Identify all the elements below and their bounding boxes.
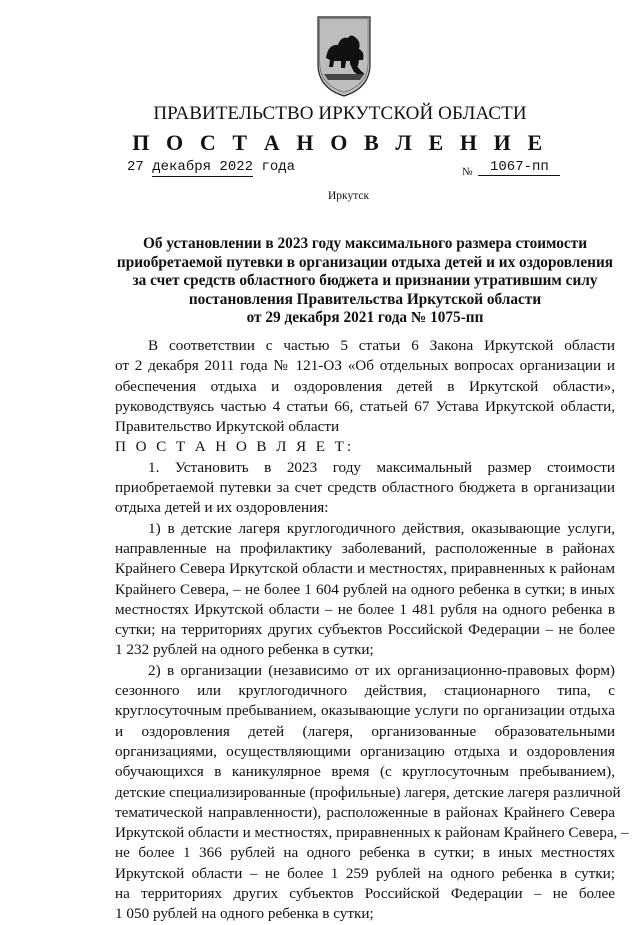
body-line: на территориях других субъектов Российской Федерации – не более — [115, 885, 615, 903]
resolves-heading: П О С Т А Н О В Л Я Е Т: — [115, 438, 354, 456]
body-line: Крайнего Севера, – не более 1 604 рублей на одного ребенка в сутки; в иных — [115, 580, 615, 598]
body-line: 2) в организации (независимо от их организационно-правовых форм) — [148, 661, 615, 679]
city-name: Иркутск — [328, 190, 370, 202]
document-type-heading: П О С Т А Н О В Л Е Н И Е — [132, 130, 548, 155]
body-line: местностях Иркутской области – не более 1 481 рубля на одного ребенка в — [115, 600, 615, 618]
body-line: 1) в детские лагеря круглогодичного действия, оказывающие услуги, — [148, 519, 615, 537]
body-line: Иркутской области – не более 1 259 рублей на одного ребенка в сутки; — [115, 864, 615, 882]
document-title — [115, 235, 615, 328]
document-body — [115, 336, 629, 925]
title-line: Об установлении в 2023 году максимального размера стоимости — [142, 235, 588, 252]
date-day: 27 — [127, 159, 144, 175]
body-line: 1 050 рублей на одного ребенка в сутки; — [115, 905, 374, 923]
coat-of-arms-icon — [314, 14, 374, 98]
body-line: Правительство Иркутской области — [115, 418, 340, 436]
body-line: направленные на профилактику заболеваний, расположенные в районах — [115, 539, 615, 557]
body-line: детские специализированные (профильные) лагеря, детские лагеря различной — [115, 783, 621, 801]
body-line: Иркутской области и местностях, приравненных к районам Крайнего Севера, – — [115, 824, 629, 842]
body-line: и оздоровления детей (лагеря, организованные образовательными — [115, 722, 615, 740]
body-line: отдыха детей и их оздоровления: — [115, 499, 329, 517]
body-line: не более 1 366 рублей на одного ребенка в сутки; в иных местностях — [115, 844, 615, 862]
title-line: от 29 декабря 2021 года № 1075-пп — [246, 309, 484, 327]
body-line: тематической направленности), расположенные в районах Крайнего Севера — [115, 803, 615, 821]
body-line: сутки; на территориях других субъектов Российской Федерации – не более — [115, 621, 615, 639]
body-line: Крайнего Севера Иркутской области и местностях, приравненных к районам — [115, 560, 615, 578]
body-line: круглосуточным пребыванием, оказывающие услуги по организации отдыха — [115, 702, 615, 720]
body-line: обеспечения отдыха и оздоровления детей в Иркутской области», — [115, 377, 615, 395]
body-line: приобретаемой путевки за счет средств областного бюджета в организации — [115, 479, 615, 497]
body-line: руководствуясь частью 4 статьи 66, статьей 67 Устава Иркутской области, — [115, 397, 615, 415]
title-line: за счет средств областного бюджета и признании утратившим силу — [132, 272, 598, 290]
title-line: постановления Правительства Иркутской области — [188, 290, 542, 308]
document-number: 1067-пп — [478, 159, 560, 176]
body-line: организациями, осуществляющими организацию отдыха и оздоровления — [115, 742, 615, 760]
organization-name: ПРАВИТЕЛЬСТВО ИРКУТСКОЙ ОБЛАСТИ — [153, 103, 527, 124]
body-line: 1 232 рублей на одного ребенка в сутки; — [115, 641, 374, 659]
number-sign: № — [462, 166, 473, 178]
body-line: от 2 декабря 2011 года № 121-ОЗ «Об отдельных вопросах организации и — [115, 357, 615, 375]
title-line: приобретаемой путевки в организации отдыха детей и их оздоровления — [116, 253, 614, 271]
body-line: обучающихся в каникулярное время (с круглосуточным пребыванием), — [115, 763, 615, 781]
date-month-year: декабря 2022 — [152, 159, 254, 175]
body-line: В соответствии с частью 5 статьи 6 Закона Иркутской области — [148, 337, 615, 354]
document-date — [127, 159, 295, 175]
body-line: сезонного или круглогодичного действия, стационарного типа, с — [115, 682, 615, 700]
body-line: 1. Установить в 2023 году максимальный размер стоимости — [148, 458, 615, 476]
date-suffix: года — [261, 159, 296, 175]
